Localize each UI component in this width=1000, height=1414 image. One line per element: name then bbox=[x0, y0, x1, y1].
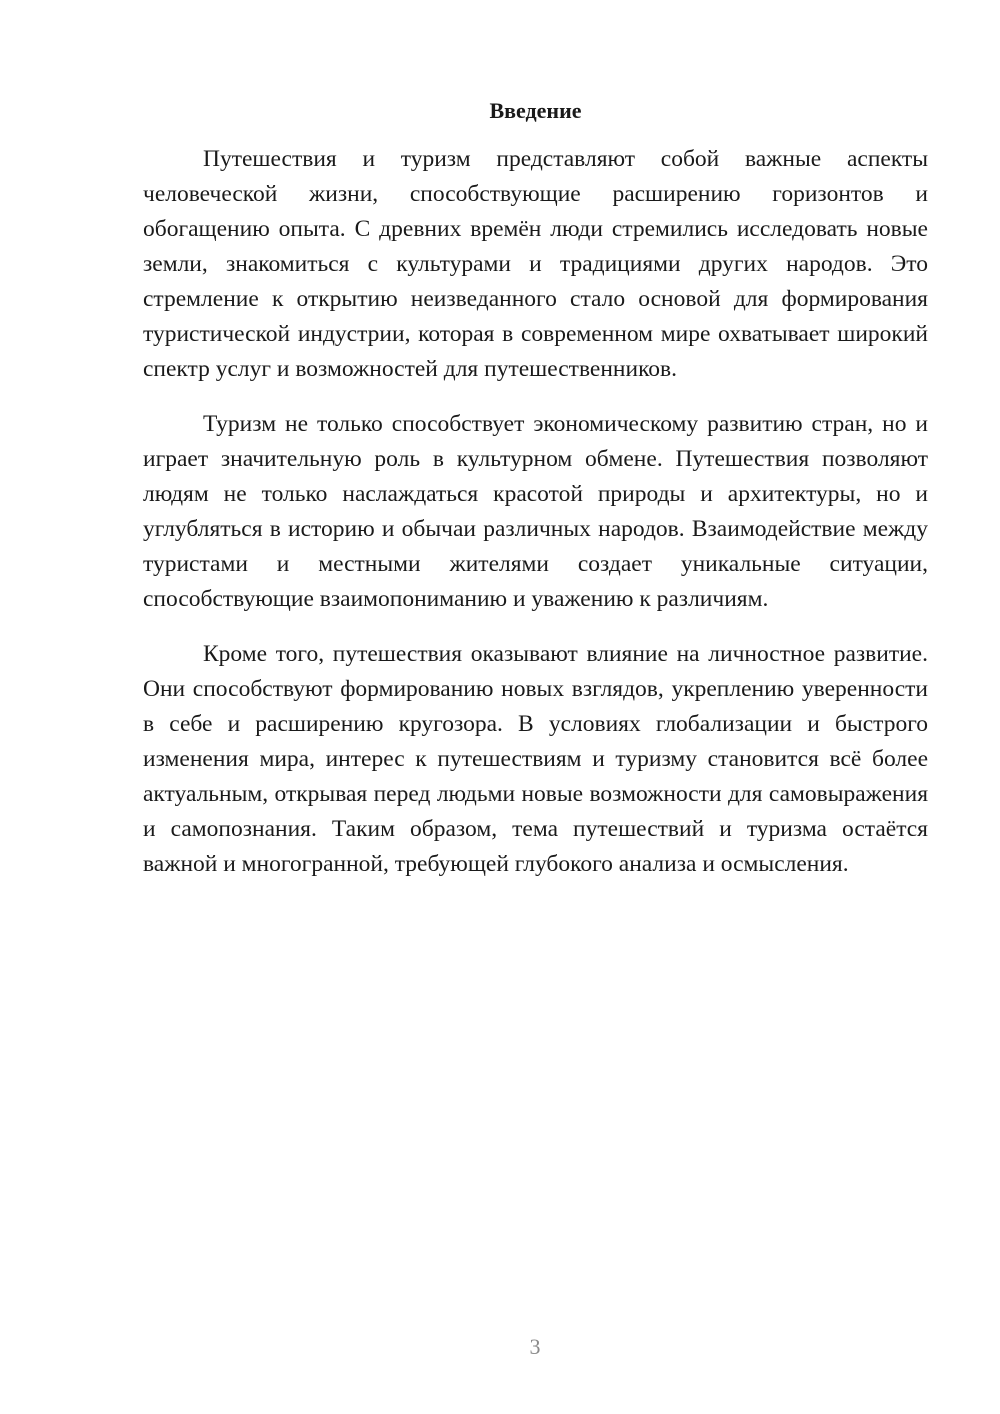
page-content bbox=[143, 96, 928, 902]
page-number: 3 bbox=[529, 1334, 541, 1359]
paragraph-3: Кроме того, путешествия оказывают влияние на личностное развитие. Они способствуют формированию новых взглядов, укреплению уверенности в себе и расширению кругозора. В условиях глобализации и быстрого изменения мира, интерес к путешествиям и туризму становится всё более актуальным, открывая перед людьми новые возможности для самовыражения и самопознания. Таким образом, тема путешествий и туризма остаётся важной и многогранной, требующей глубокого анализа и осмысления. bbox=[143, 641, 928, 877]
paragraph-1: Путешествия и туризм представляют собой важные аспекты человеческой жизни, способствующие расширению горизонтов и обогащению опыта. С древних времён люди стремились исследовать новые земли, знакомиться с культурами и традициями других народов. Это стремление к открытию неизведанного стало основой для формирования туристической индустрии, которая в современном мире охватывает широкий спектр услуг и возможностей для путешественников. bbox=[143, 146, 928, 382]
section-heading: Введение bbox=[489, 98, 582, 123]
paragraph-2: Туризм не только способствует экономическому развитию стран, но и играет значительную роль в культурном обмене. Путешествия позволяют людям не только наслаждаться красотой природы и архитектуры, но и углубляться в историю и обычаи различных народов. Взаимодействие между туристами и местными жителями создает уникальные ситуации, способствующие взаимопониманию и уважению к различиям. bbox=[143, 411, 928, 612]
